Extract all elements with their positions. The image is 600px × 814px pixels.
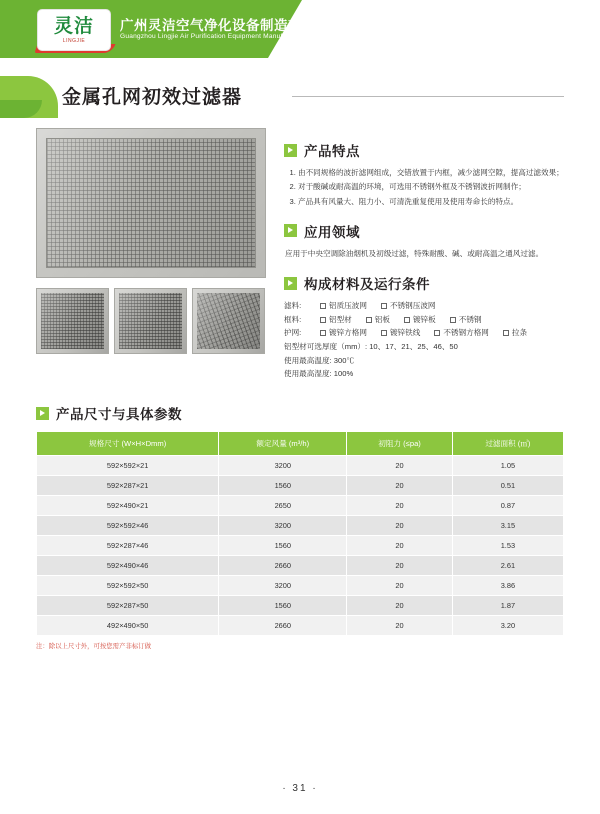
- cell-area: 2.61: [452, 556, 563, 576]
- cell-resistance: 20: [347, 536, 452, 556]
- logo-text: 灵洁: [53, 15, 94, 37]
- materials-title: 构成材料及运行条件: [304, 277, 430, 293]
- materials-row-filter: [284, 299, 564, 313]
- table-header-row: [37, 432, 564, 456]
- product-thumbnail-row: [36, 288, 268, 354]
- specs-section: [36, 403, 564, 650]
- cell-area: 1.53: [452, 536, 563, 556]
- cell-size: 592×592×46: [37, 516, 219, 536]
- max-humidity-line: 使用最高湿度: 100%: [284, 369, 354, 379]
- table-row: [37, 476, 564, 496]
- cell-resistance: 20: [347, 496, 452, 516]
- option-label: 铝型材: [329, 314, 352, 324]
- arrow-right-icon: [284, 224, 297, 237]
- materials-label: 滤料:: [284, 301, 302, 311]
- thumbnail-mesh-texture: [119, 293, 182, 349]
- cell-area: 0.87: [452, 496, 563, 516]
- checkbox-option[interactable]: [404, 313, 436, 327]
- section-heading-features: [284, 140, 564, 160]
- thickness-line: 铝型材可选厚度（mm）: 10、17、21、25、46、50: [284, 342, 458, 352]
- checkbox-icon[interactable]: [450, 317, 456, 323]
- cell-size: 592×287×50: [37, 596, 219, 616]
- table-row: [37, 596, 564, 616]
- list-item: 3. 产品具有风量大、阻力小、可清洗重复使用及使用寿命长的特点。: [298, 195, 564, 208]
- column-header-filter-area: 过滤面积 (㎡): [452, 432, 563, 456]
- page-title-band: [0, 76, 600, 118]
- option-label: 镀锌方格网: [329, 328, 367, 338]
- cell-size: 492×490×50: [37, 616, 219, 636]
- checkbox-icon[interactable]: [320, 303, 326, 309]
- specs-title: 产品尺寸与具体参数: [56, 407, 182, 423]
- column-header-size: 规格尺寸 (W×H×Dmm): [37, 432, 219, 456]
- checkbox-option[interactable]: [320, 299, 367, 313]
- table-row: [37, 556, 564, 576]
- table-row: [37, 536, 564, 556]
- option-label: 镀锌板: [412, 314, 436, 324]
- section-heading-application: [284, 221, 564, 241]
- cell-airflow: 3200: [219, 516, 347, 536]
- option-label: 不锈钢压波网: [389, 301, 436, 311]
- checkbox-icon[interactable]: [404, 317, 410, 323]
- materials-label: 框料:: [284, 314, 302, 324]
- cell-resistance: 20: [347, 556, 452, 576]
- specs-table: [36, 431, 564, 636]
- list-item: 2. 对于酸碱或耐高温的环境，可选用不锈钢外框及不锈钢波折网制作；: [298, 180, 564, 193]
- title-divider: [292, 96, 564, 97]
- checkbox-option[interactable]: [503, 326, 527, 340]
- checkbox-icon[interactable]: [434, 330, 440, 336]
- cell-airflow: 2660: [219, 556, 347, 576]
- checkbox-option[interactable]: [381, 326, 420, 340]
- checkbox-icon[interactable]: [320, 330, 326, 336]
- checkbox-option[interactable]: [434, 326, 489, 340]
- cell-airflow: 3200: [219, 576, 347, 596]
- max-temperature-line: 使用最高温度: 300℃: [284, 355, 355, 365]
- page-header: [0, 0, 600, 68]
- cell-airflow: 2660: [219, 616, 347, 636]
- materials-row-guard: [284, 326, 564, 340]
- checkbox-icon[interactable]: [320, 317, 326, 323]
- application-body: 应用于中央空调除油烟机及初级过滤，特殊耐酸、碱、或耐高温之通风过滤。: [285, 248, 544, 258]
- thumbnail-mesh-texture: [197, 293, 260, 349]
- section-heading-specs: [36, 403, 564, 423]
- company-logo: [38, 10, 110, 50]
- logo-subtext: LINGJIE: [62, 37, 86, 44]
- cell-area: 1.87: [452, 596, 563, 616]
- table-row: [37, 576, 564, 596]
- cell-resistance: 20: [347, 576, 452, 596]
- cell-resistance: 20: [347, 596, 452, 616]
- list-item: 1. 由不同规格的波折滤网组成，交错放置于内框，减少滤网空隙，提高过滤效果；: [298, 166, 564, 179]
- cell-resistance: 20: [347, 516, 452, 536]
- page-number: · 31 ·: [282, 783, 318, 794]
- application-title: 应用领域: [304, 224, 360, 240]
- materials-row-frame: [284, 313, 564, 327]
- option-label: 铝板: [374, 314, 390, 324]
- features-body: [284, 166, 564, 208]
- arrow-right-icon: [284, 277, 297, 290]
- table-row: [37, 496, 564, 516]
- checkbox-icon[interactable]: [381, 330, 387, 336]
- checkbox-option[interactable]: [320, 313, 352, 327]
- product-main-photo: [36, 128, 266, 278]
- checkbox-option[interactable]: [450, 313, 482, 327]
- column-header-resistance: 初阻力 (≤pa): [347, 432, 452, 456]
- metal-mesh-texture: [46, 138, 256, 268]
- checkbox-option[interactable]: [366, 313, 390, 327]
- option-label: 铝质压波网: [329, 301, 367, 311]
- cell-area: 1.05: [452, 456, 563, 476]
- option-label: 拉条: [511, 328, 528, 338]
- company-name-chinese: 广州灵洁空气净化设备制造有限公司: [120, 18, 344, 33]
- product-thumbnail-1: [36, 288, 109, 354]
- column-header-airflow: 额定风量 (m³/h): [219, 432, 347, 456]
- cell-resistance: 20: [347, 456, 452, 476]
- checkbox-icon[interactable]: [381, 303, 387, 309]
- table-note: 注：除以上尺寸外，可按您需产非标订做: [36, 643, 152, 651]
- cell-size: 592×287×21: [37, 476, 219, 496]
- checkbox-option[interactable]: [320, 326, 367, 340]
- thumbnail-mesh-texture: [41, 293, 104, 349]
- cell-resistance: 20: [347, 476, 452, 496]
- product-images-column: [36, 128, 268, 381]
- product-thumbnail-3: [192, 288, 265, 354]
- checkbox-icon[interactable]: [503, 330, 509, 336]
- cell-size: 592×490×21: [37, 496, 219, 516]
- table-row: [37, 516, 564, 536]
- product-overview-row: [36, 128, 564, 381]
- cell-airflow: 3200: [219, 456, 347, 476]
- option-label: 镀锌铁线: [389, 328, 421, 338]
- page-title: 金属孔网初效过滤器: [62, 87, 243, 108]
- section-heading-materials: [284, 273, 564, 293]
- materials-label: 护网:: [284, 328, 302, 338]
- cell-area: 0.51: [452, 476, 563, 496]
- page-content: [0, 128, 600, 650]
- cell-size: 592×592×21: [37, 456, 219, 476]
- company-name-english: Guangzhou Lingjie Air Purification Equipment Manufacturing Co., Ltd.: [120, 33, 337, 40]
- cell-size: 592×490×46: [37, 556, 219, 576]
- table-row: [37, 616, 564, 636]
- option-label: 不锈钢方格网: [443, 328, 489, 338]
- cell-size: 592×287×46: [37, 536, 219, 556]
- cell-resistance: 20: [347, 616, 452, 636]
- cell-airflow: 1560: [219, 536, 347, 556]
- option-label: 不锈钢: [458, 314, 482, 324]
- checkbox-icon[interactable]: [366, 317, 372, 323]
- cell-area: 3.15: [452, 516, 563, 536]
- cell-airflow: 1560: [219, 596, 347, 616]
- arrow-right-icon: [284, 144, 297, 157]
- checkbox-option[interactable]: [381, 299, 436, 313]
- arrow-right-icon: [36, 407, 49, 420]
- features-title: 产品特点: [304, 144, 360, 159]
- cell-area: 3.20: [452, 616, 563, 636]
- product-thumbnail-2: [114, 288, 187, 354]
- table-row: [37, 456, 564, 476]
- cell-area: 3.86: [452, 576, 563, 596]
- cell-size: 592×592×50: [37, 576, 219, 596]
- cell-airflow: 2650: [219, 496, 347, 516]
- cell-airflow: 1560: [219, 476, 347, 496]
- product-info-column: [284, 128, 564, 381]
